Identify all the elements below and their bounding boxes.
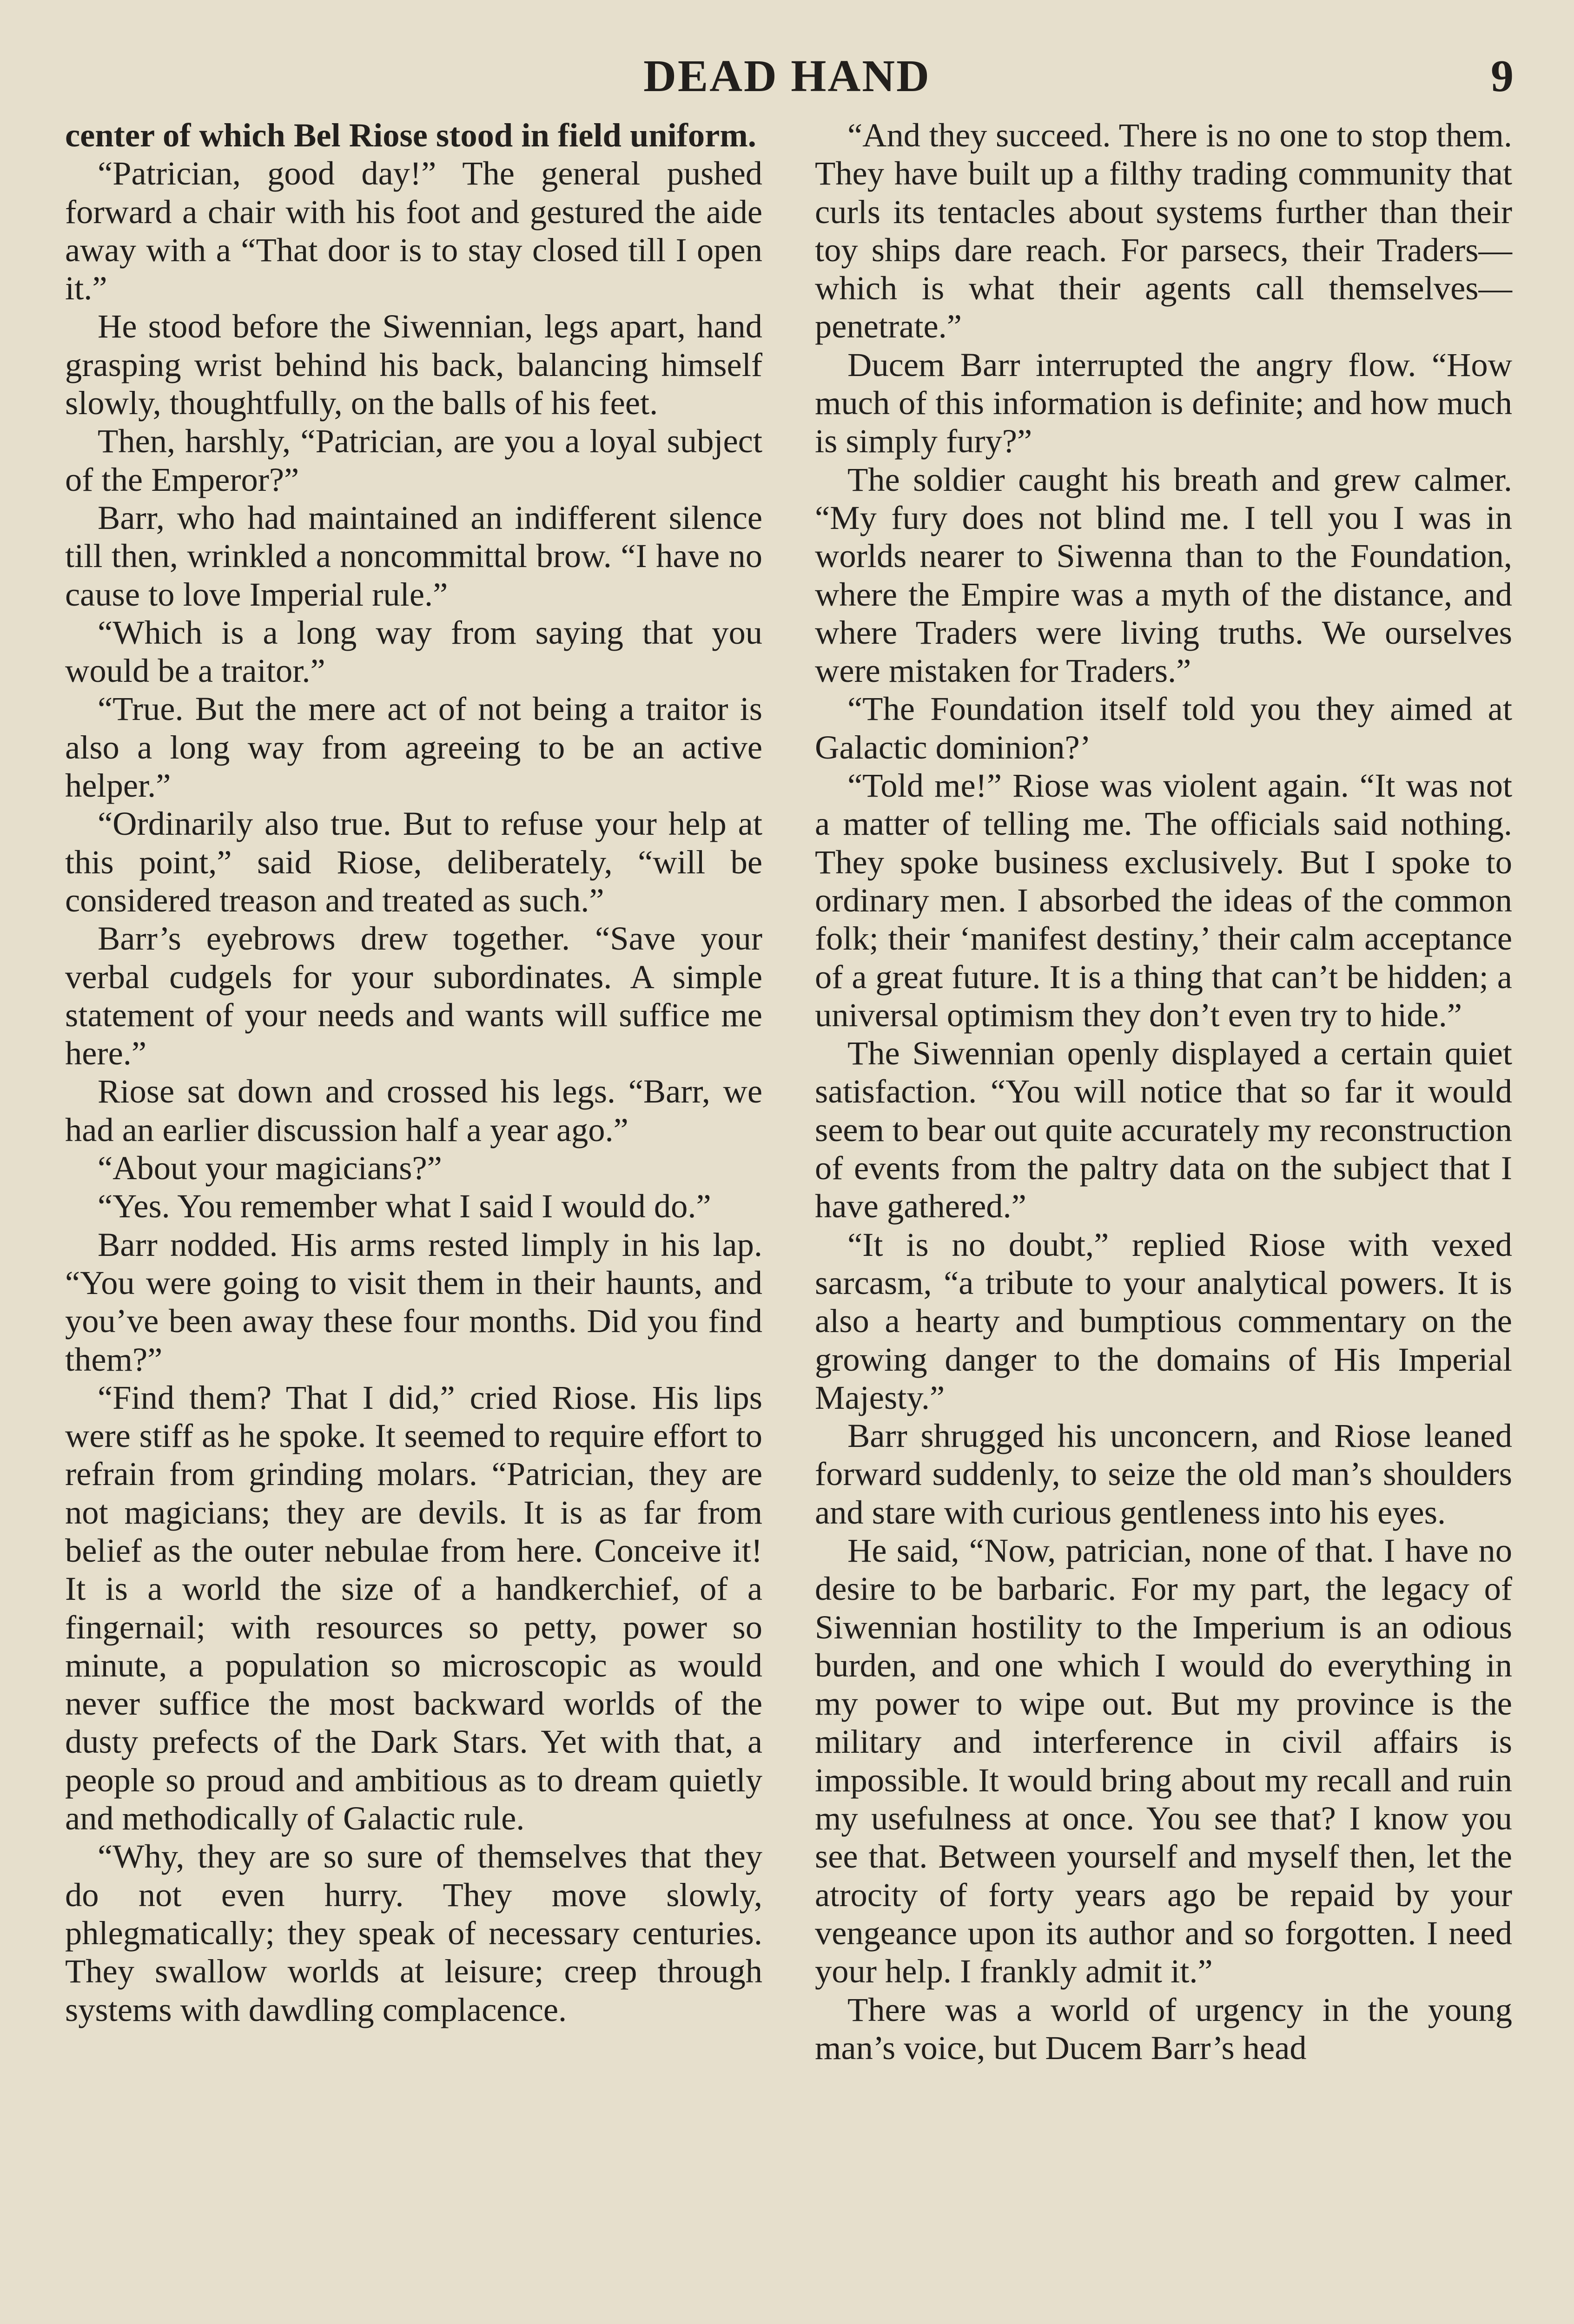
paragraph: He said, “Now, patrician, none of that. I have no desire to be barbaric. For my part, the legacy of Siwennian hostility to the Imperium is an odious burden, and one which I would do everything in my power to wipe out. But my province is the military and interference in civil affairs is impossible. It would bring about my recall and ruin my usefulness at once. You see that? I know you see that. Between yourself and myself then, let the atrocity of forty years ago be repaid by your vengeance upon its author and so forgotten. I need your help. I frankly admit it.” [815,1531,1512,1990]
right-column [815,116,1512,2067]
paragraph: center of which Bel Riose stood in field uniform. [65,116,756,154]
paragraph: “True. But the mere act of not being a traitor is also a long way from agreeing to be an active helper.” [65,690,762,805]
paragraph: He stood before the Siwennian, legs apart, hand grasping wrist behind his back, balancing himself slowly, thoughtfully, on the balls of his feet. [65,307,762,422]
paragraph: Barr shrugged his unconcern, and Riose leaned forward suddenly, to seize the old man’s shoulders and stare with curious gentleness into his eyes. [815,1417,1512,1531]
paragraph: “The Foundation itself told you they aimed at Galactic dominion?’ [815,690,1512,766]
paragraph: Barr, who had maintained an indifferent silence till then, wrinkled a noncommittal brow. “I have no cause to love Imperial rule.” [65,498,762,613]
paragraph: Ducem Barr interrupted the angry flow. “How much of this information is definite; and how much is simply fury?” [815,345,1512,460]
paragraph: “And they succeed. There is no one to stop them. They have built up a filthy trading community that curls its tentacles about systems further than their toy ships dare reach. For parsecs, their Traders—which is what their agents call themselves—penetrate.” [815,116,1512,345]
paragraph: “Told me!” Riose was violent again. “It was not a matter of telling me. The officials said nothing. They spoke business exclusively. But I spoke to ordinary men. I absorbed the ideas of the common folk; their ‘manifest destiny,’ their calm acceptance of a great future. It is a thing that can’t be hidden; a universal optimism they don’t even try to hide.” [815,766,1512,1034]
paragraph: “Which is a long way from saying that you would be a traitor.” [65,613,762,690]
paragraph: Barr’s eyebrows drew together. “Save your verbal cudgels for your subordinates. A simple statement of your needs and wants will suffice me here.” [65,919,762,1072]
running-head: DEAD HAND [643,51,931,101]
paragraph: Barr nodded. His arms rested limply in his lap. “You were going to visit them in their haunts, and you’ve been away these four months. Did you find them?” [65,1225,762,1378]
paragraph: “Find them? That I did,” cried Riose. His lips were stiff as he spoke. It seemed to require effort to refrain from grinding molars. “Patrician, they are not magicians; they are devils. It is as far from belief as the outer nebulae from here. Conceive it! It is a world the size of a handkerchief, of a fingernail; with resources so petty, power so minute, a population so microscopic as would never suffice the most backward worlds of the dusty prefects of the Dark Stars. Yet with that, a people so proud and ambitious as to dream quietly and methodically of Galactic rule. [65,1378,762,1837]
paragraph: There was a world of urgency in the young man’s voice, but Ducem Barr’s head [815,1990,1512,2067]
paragraph: The soldier caught his breath and grew calmer. “My fury does not blind me. I tell you I was in worlds nearer to Siwenna than to the Foundation, where the Empire was a myth of the distance, and where Traders were living truths. We ourselves were mistaken for Traders.” [815,460,1512,690]
paragraph: “It is no doubt,” replied Riose with vexed sarcasm, “a tribute to your analytical powers. It is also a hearty and bumptious commentary on the growing danger to the domains of His Imperial Majesty.” [815,1225,1512,1416]
paragraph: Riose sat down and crossed his legs. “Barr, we had an earlier discussion half a year ago.” [65,1072,762,1149]
left-column [65,116,762,2029]
paragraph: Then, harshly, “Patrician, are you a loyal subject of the Emperor?” [65,422,762,498]
paragraph: “Ordinarily also true. But to refuse your help at this point,” said Riose, deliberately, “will be considered treason and treated as such.” [65,805,762,919]
paragraph: “About your magicians?” [98,1149,442,1187]
paragraph: “Yes. You remember what I said I would do.” [98,1187,711,1225]
paragraph: “Patrician, good day!” The general pushed forward a chair with his foot and gestured the aide away with a “That door is to stay closed till I open it.” [65,154,762,307]
page-number: 9 [1491,51,1514,101]
page-header [0,42,1574,112]
paragraph: “Why, they are so sure of themselves that they do not even hurry. They move slowly, phlegmatically; they speak of necessary centuries. They swallow worlds at leisure; creep through systems with dawdling complacence. [65,1837,762,2028]
paragraph: The Siwennian openly displayed a certain quiet satisfaction. “You will notice that so far it would seem to bear out quite accurately my reconstruction of events from the paltry data on the subject that I have gathered.” [815,1034,1512,1225]
